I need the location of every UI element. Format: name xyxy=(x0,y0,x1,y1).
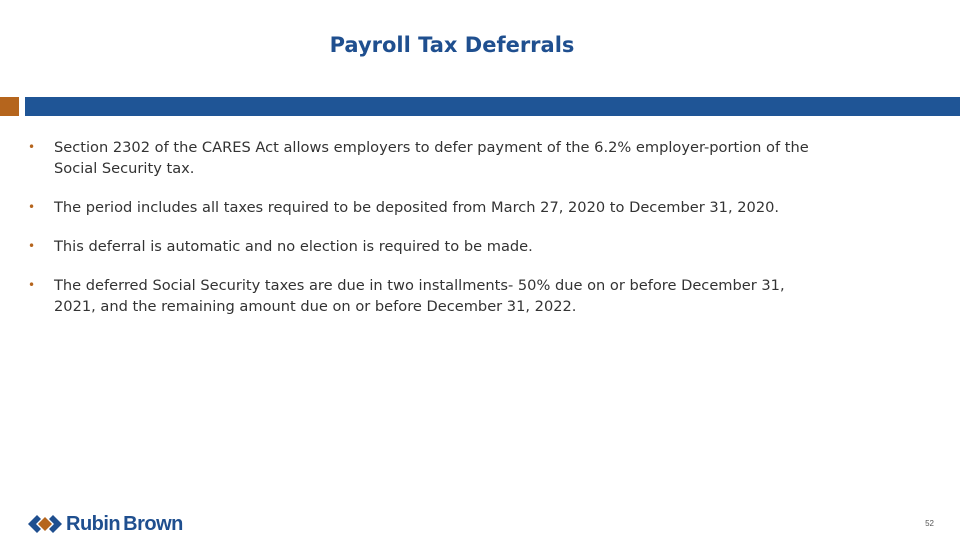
logo-text-rubin: Rubin xyxy=(66,512,121,535)
bullet-item xyxy=(28,275,828,317)
bullet-icon: • xyxy=(28,239,36,253)
bullet-text: The period includes all taxes required to be deposited from March 27, 2020 to December 31, 2020. xyxy=(54,199,780,216)
logo-text-brown: Brown xyxy=(123,512,183,535)
bullet-text: Section 2302 of the CARES Act allows employers to defer payment of the 6.2% employer-portion of the Social Security tax. xyxy=(54,139,809,177)
page-number: 52 xyxy=(925,519,934,528)
bullet-icon: • xyxy=(28,140,36,154)
bullet-item xyxy=(28,137,828,179)
bullet-text: The deferred Social Security taxes are due in two installments- 50% due on or before December 31, 2021, and the remaining amount due on or before December 31, 2022. xyxy=(54,277,785,315)
slide-title: Payroll Tax Deferrals xyxy=(329,33,575,57)
bullet-item xyxy=(28,197,828,218)
bullet-list xyxy=(28,137,828,335)
bullet-item xyxy=(28,236,828,257)
bullet-icon: • xyxy=(28,278,36,292)
rubinbrown-diamond-logo-icon xyxy=(26,513,64,535)
bullet-icon: • xyxy=(28,200,36,214)
bullet-text: This deferral is automatic and no election is required to be made. xyxy=(54,238,533,255)
logo-text xyxy=(66,513,183,536)
header-bar xyxy=(25,97,960,116)
company-logo xyxy=(26,512,183,536)
accent-square xyxy=(0,97,19,116)
